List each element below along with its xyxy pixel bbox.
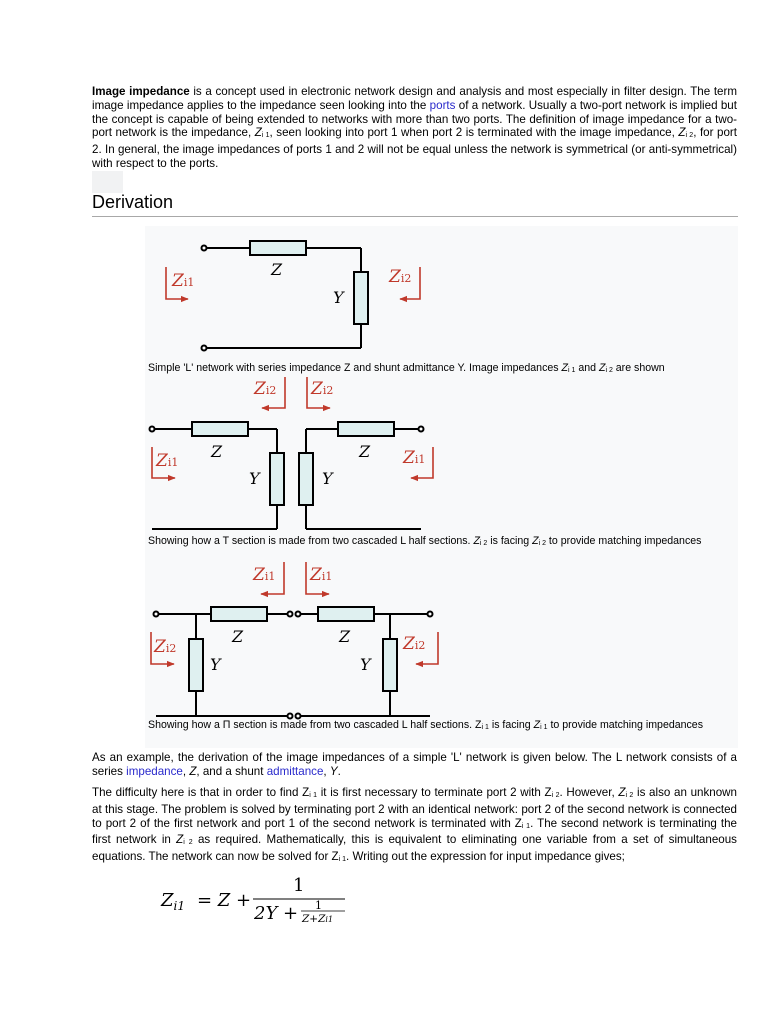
example-paragraph: As an example, the derivation of the image impedances of a simple 'L' network is given below. The L network consists of a series impedance, Z, and a shunt admittance, Y. (92, 751, 737, 778)
svg-text:Zi2: Zi2 (254, 379, 277, 399)
svg-text:Z: Z (232, 627, 244, 646)
svg-text:Zi2: Zi2 (403, 634, 426, 654)
difficulty-paragraph: The difficulty here is that in order to find Zi 1 it is first necessary to terminate port 2 with Zi 2. However, Zi 2 is also an unknown at this stage. The problem is solved by terminating port 2 with an identical network: port 2 of the second network is connected to port 2 of the first network and port 1 of the second network is terminated with Zi 1. The second network is terminating the first network in Zi 2 as required. Mathematically, this is equivalent to eliminating one variable from a set of simultaneous equations. The network can now be solved for Zi 1. Writing out the expression for input impedance gives; (92, 786, 738, 864)
svg-text:Z: Z (211, 442, 223, 461)
caption-l-network: Simple 'L' network with series impedance Z and shunt admittance Y. Image impedances Zi 1 and Zi 2 are shown (148, 362, 665, 374)
svg-text:= Z +: = Z + (197, 890, 252, 911)
shunt-admittance (354, 272, 368, 324)
ports-link[interactable]: ports (429, 98, 456, 112)
l-network-arrows (166, 267, 420, 299)
fig1-y-label: Y (333, 288, 344, 307)
svg-text:Zi1: Zi1 (310, 565, 333, 585)
svg-text:1: 1 (315, 899, 322, 912)
svg-text:Y: Y (210, 655, 221, 674)
intro-term: Image impedance (92, 85, 190, 98)
fig1-z-label: Z (271, 260, 283, 279)
svg-text:Z: Z (359, 442, 371, 461)
impedance-link[interactable]: impedance (126, 764, 183, 778)
svg-text:2Y +: 2Y + (254, 903, 299, 924)
svg-text:Y: Y (249, 469, 260, 488)
svg-text:Zi2: Zi2 (154, 637, 177, 657)
svg-text:Zi2: Zi2 (311, 379, 334, 399)
series-impedance (250, 241, 306, 255)
pi-section-diagram (154, 607, 433, 719)
svg-text:1: 1 (293, 875, 305, 896)
svg-text:Y: Y (360, 655, 371, 674)
svg-text:Z: Z (339, 627, 351, 646)
svg-text:Z+Zi1: Z+Zi1 (302, 913, 334, 925)
svg-text:Zi1: $Z_{i1}$ (161, 890, 185, 913)
svg-text:Zi1: Zi1 (403, 448, 426, 468)
section-heading: Derivation (92, 192, 174, 212)
svg-text:Zi1: Zi1 (156, 451, 179, 471)
caption-t-section: Showing how a T section is made from two cascaded L half sections. Zi 2 is facing Zi 2 to provide matching impedances (148, 535, 702, 547)
svg-text:Zi1: Zi1 (253, 565, 276, 585)
intro-paragraph: Image impedance is a concept used in electronic network design and analysis and most especially in filter design. The term image impedance applies to the impedance seen looking into the ports of a network. Usually a two-port network is implied but the concept is capable of being extended to networks with more than two ports. The definition of image impedance for a two-port network is the impedance, Zi 1, seen looking into port 1 when port 2 is terminated with the image impedance, Zi 2, for port 2. In general, the image impedances of ports 1 and 2 will not be equal unless the network is symmetrical (or anti-symmetrical) with respect to the ports. (92, 85, 738, 170)
fig1-zi1-label: Zi1 (172, 271, 195, 291)
svg-text:Y: Y (322, 469, 333, 488)
t-section-diagram (150, 422, 424, 529)
admittance-link[interactable]: admittance (266, 764, 324, 778)
caption-pi-section: Showing how a Π section is made from two cascaded L half sections. Zi 1 is facing Zi 1 to provide matching impedances (148, 719, 703, 731)
fig1-zi2-label: Zi2 (389, 267, 412, 287)
input-impedance-equation (158, 870, 378, 930)
